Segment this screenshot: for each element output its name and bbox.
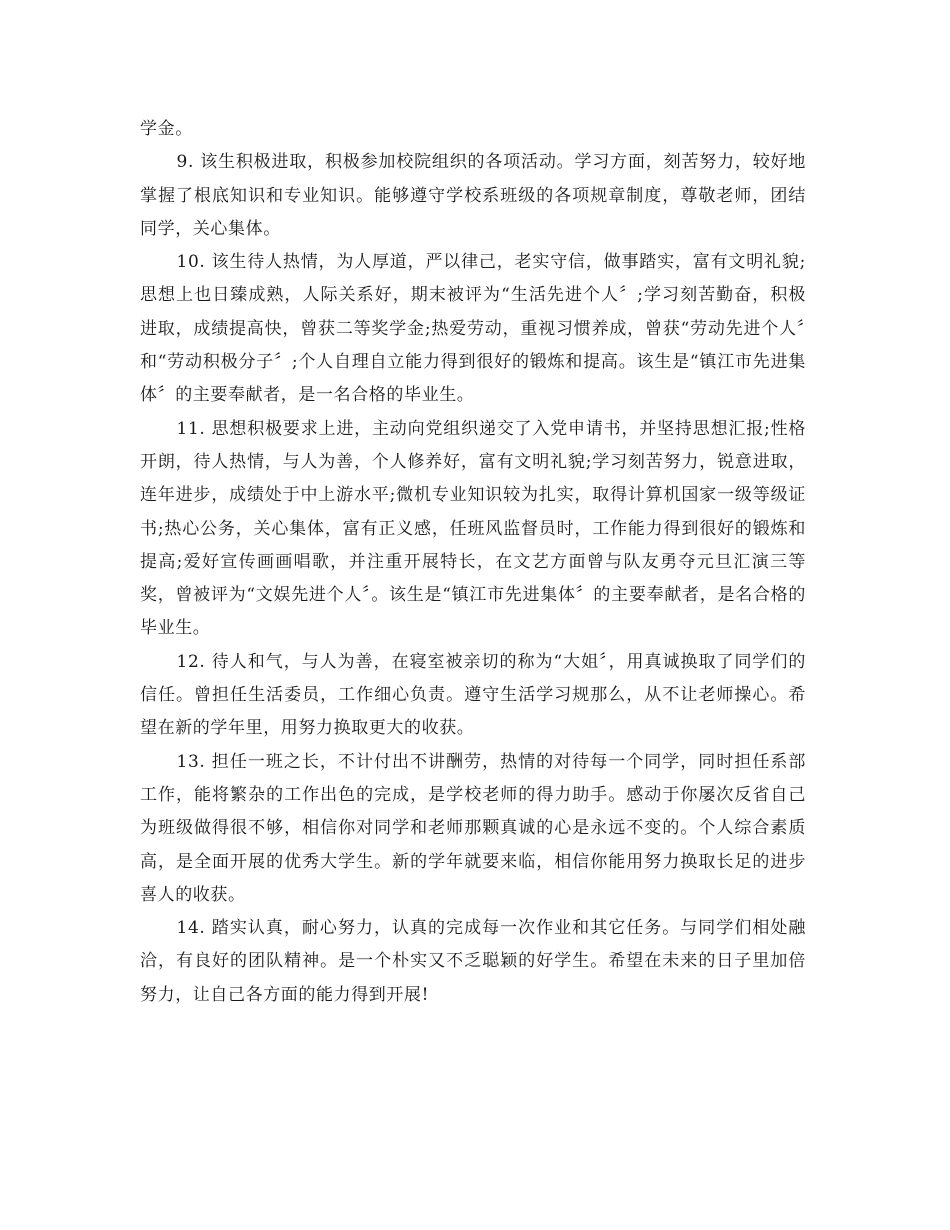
paragraph-item-9: 9. 该生积极进取，积极参加校院组织的各项活动。学习方面，刻苦努力，较好地掌握了根底知识和专业知识。能够遵守学校系班级的各项规章制度，尊敬老师，团结同学，关心集体。 bbox=[140, 152, 806, 239]
paragraph-item-13: 13. 担任一班之长，不计付出不讲酬劳，热情的对待每一个同学，同时担任系部工作，能将繁杂的工作出色的完成，是学校老师的得力助手。感动于你屡次反省自己为班级做得很不够，相信你对同学和老师那颗真诚的心是永远不变的。个人综合素质高，是全面开展的优秀大学生。新的学年就要来临，相信你能用努力换取长足的进步喜人的收获。 bbox=[140, 751, 806, 905]
document-body bbox=[140, 113, 806, 1012]
paragraph-item-12: 12. 待人和气，与人为善，在寝室被亲切的称为“大姐〞，用真诚换取了同学们的信任。曾担任生活委员，工作细心负责。遵守生活学习规那么，从不让老师操心。希望在新的学年里，用努力换取更大的收获。 bbox=[140, 651, 806, 739]
paragraph-item-14: 14. 踏实认真，耐心努力，认真的完成每一次作业和其它任务。与同学们相处融洽，有良好的团队精神。是一个朴实又不乏聪颖的好学生。希望在未来的日子里加倍努力，让自己各方面的能力得到开展! bbox=[140, 918, 806, 1005]
paragraph-item-10: 10. 该生待人热情，为人厚道，严以律己，老实守信，做事踏实，富有文明礼貌;思想上也日臻成熟，人际关系好，期末被评为“生活先进个人〞;学习刻苦勤奋，积极进取，成绩提高快，曾获二等奖学金;热爱劳动，重视习惯养成，曾获“劳动先进个人〞和“劳动积极分子〞;个人自理自立能力得到很好的锻炼和提高。该生是“镇江市先进集体〞的主要奉献者，是一名合格的毕业生。 bbox=[140, 252, 806, 406]
paragraph-continuation: 学金。 bbox=[140, 119, 193, 139]
paragraph-item-11: 11. 思想积极要求上进，主动向党组织递交了入党申请书，并坚持思想汇报;性格开朗，待人热情，与人为善，个人修养好，富有文明礼貌;学习刻苦努力，锐意进取，连年进步，成绩处于中上游水平;微机专业知识较为扎实，取得计算机国家一级等级证书;热心公务，关心集体，富有正义感，任班风监督员时，工作能力得到很好的锻炼和提高;爱好宣传画画唱歌，并注重开展特长，在文艺方面曾与队友勇夺元旦汇演三等奖，曾被评为“文娱先进个人〞。该生是“镇江市先进集体〞的主要奉献者，是名合格的毕业生。 bbox=[140, 418, 806, 639]
